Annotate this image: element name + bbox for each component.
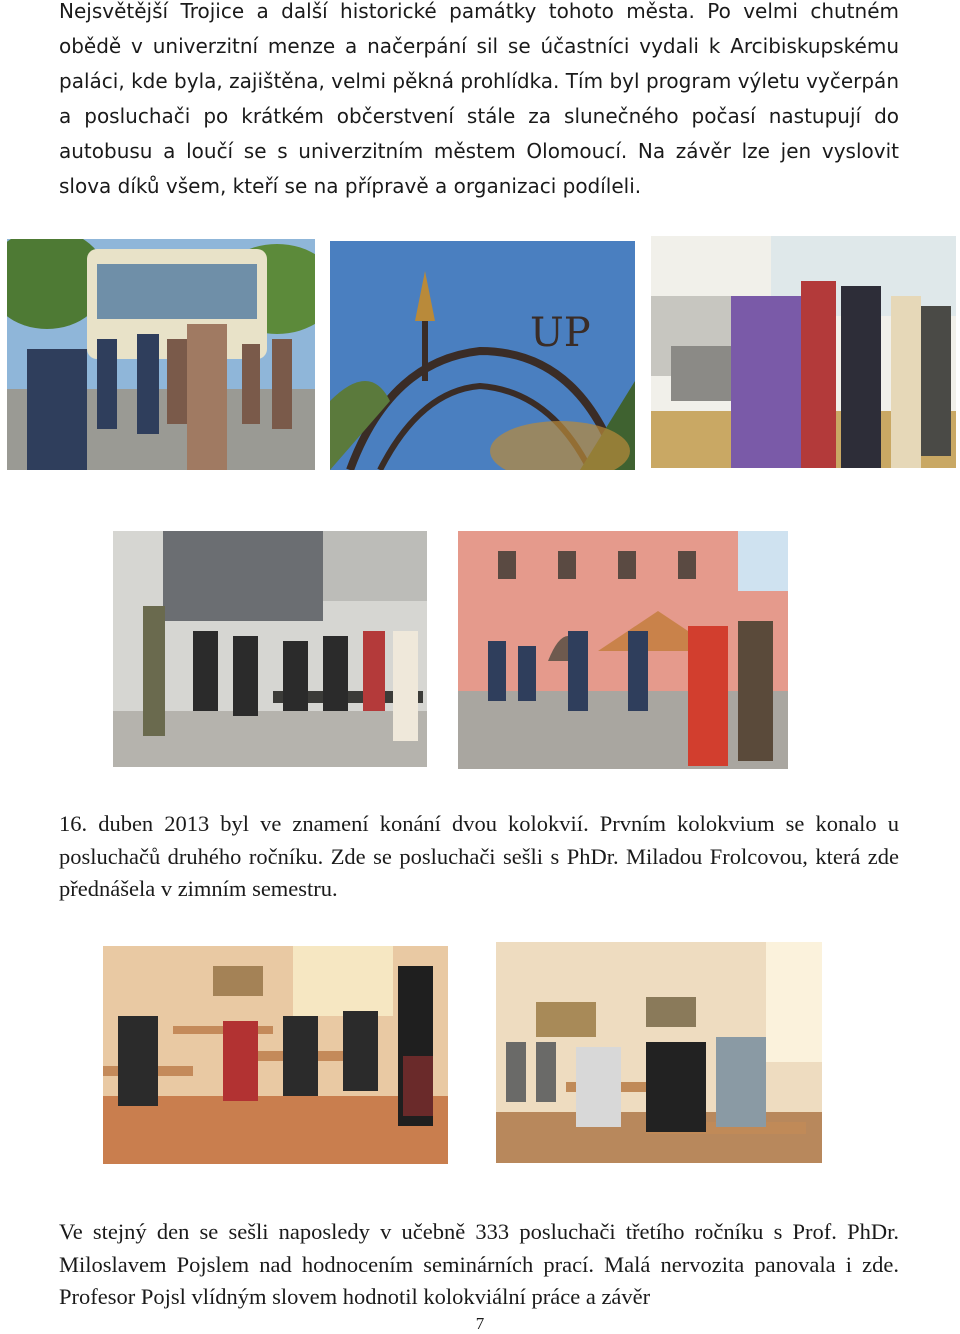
- page-number: 7: [475, 1314, 485, 1333]
- svg-text:UP: UP: [530, 310, 591, 356]
- paragraph-intro: Nejsvětější Trojice a další historické památky tohoto města. Po velmi chutném obědě v univerzitní menze a načerpání sil se účastníci vydali k Arcibiskupskému paláci, kde byla, zajištěna, velmi pěkná prohlídka. Tím byl program výletu vyčerpán a posluchači po krátkém občerstvení stále za slunečného počasí nastupují do autobusu a loučí se s univerzitním městem Olomoucí. Na závěr lze jen vyslovit slova díků všem, kteří se na přípravě a organizaci podíleli.: [59, 0, 899, 198]
- photo-canteen: [651, 236, 956, 468]
- photo-group-on-bench: [113, 531, 427, 767]
- paragraph-colloquium-second-year: 16. duben 2013 byl ve znamení konání dvou kolokvií. Prvním kolokvium se konalo u posluchačů druhého ročníku. Zde se posluchači sešli s PhDr. Miladou Frolcovou, která zde přednášela v zimním semestru.: [59, 811, 899, 901]
- photo-classroom-seminar: [496, 942, 822, 1163]
- photo-group-by-bus: [7, 239, 315, 470]
- photo-palace-courtyard: [458, 531, 788, 769]
- photo-university-gate: [330, 241, 635, 470]
- photo-classroom-lecture: [103, 946, 448, 1164]
- paragraph-colloquium-third-year: Ve stejný den se sešli naposledy v učebně 333 posluchači třetího ročníku s Prof. PhDr. Miloslavem Pojslem nad hodnocením seminárních prací. Malá nervozita panovala i zde. Profesor Pojsl vlídným slovem hodnotil kolokviální práce a závěr: [59, 1219, 899, 1309]
